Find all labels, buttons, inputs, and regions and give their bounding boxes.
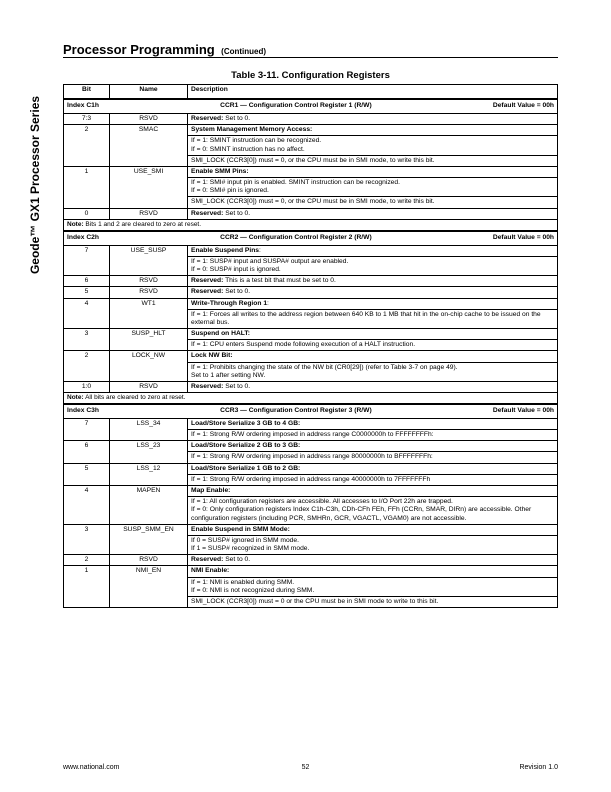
- description-block: [188, 496, 557, 523]
- note-label: Note:: [67, 220, 84, 228]
- bit-cell: 1: [64, 166, 110, 208]
- register-bit-row: [64, 381, 558, 392]
- description-cell: [188, 125, 558, 167]
- register-index: Index C1h: [67, 102, 99, 110]
- description-block: [191, 288, 554, 296]
- register-bit-row: [64, 287, 558, 298]
- register-index-row: [64, 99, 558, 114]
- note-text: Bits 1 and 2 are cleared to zero at reset.: [85, 220, 202, 228]
- description-cell: [188, 381, 558, 392]
- col-description-header: Description: [188, 85, 558, 100]
- description-block: [188, 535, 557, 553]
- register-bit-row: [64, 125, 558, 167]
- description-block: [191, 352, 554, 360]
- register-bit-row: [64, 555, 558, 566]
- description-heading: Reserved:: [191, 115, 224, 122]
- description-text: If = 1: SUSP# input and SUSPA# output are enabled. If = 0: SUSP# input is ignored.: [191, 257, 349, 273]
- description-block: [191, 383, 554, 391]
- name-cell: SMAC: [110, 125, 188, 167]
- footer-url: www.national.com: [63, 764, 120, 771]
- register-note-row: [64, 393, 558, 404]
- name-cell: SUSP_HLT: [110, 329, 188, 351]
- register-note-row: [64, 219, 558, 230]
- register-bit-row: [64, 566, 558, 608]
- bit-cell: 7:3: [64, 114, 110, 125]
- bit-cell: 2: [64, 125, 110, 167]
- register-index: Index C3h: [67, 407, 99, 415]
- description-text: Set to 0.: [223, 556, 251, 564]
- description-block: [191, 556, 554, 564]
- name-cell: RSVD: [110, 114, 188, 125]
- description-text: If = 1: Strong R/W ordering imposed in address range 80000000h to BFFFFFFFh:: [191, 453, 433, 461]
- description-heading: Enable Suspend Pins: [191, 246, 260, 254]
- register-bit-row: [64, 276, 558, 287]
- description-text: :: [259, 246, 261, 254]
- name-cell: USE_SUSP: [110, 245, 188, 276]
- register-default: Default Value = 00h: [492, 102, 554, 110]
- description-heading: Enable Suspend in SMM Mode:: [191, 525, 290, 533]
- description-heading: Reserved:: [191, 209, 224, 217]
- description-text: Set to 0.: [223, 382, 251, 390]
- description-block: [191, 168, 554, 176]
- description-text: If = 1: Prohibits changing the state of the NW bit (CR0[29]) (refer to Table 3-7 on page 49). Set to 1 after setting NW.: [191, 363, 458, 379]
- description-block: [188, 256, 557, 274]
- description-block: [191, 277, 554, 285]
- description-block: [191, 420, 554, 428]
- description-heading: Reserved:: [191, 382, 224, 390]
- description-block: [188, 577, 557, 595]
- name-cell: USE_SMI: [110, 166, 188, 208]
- description-text: If = 1: CPU enters Suspend mode following execution of a HALT instruction.: [191, 341, 416, 349]
- description-heading: Write-Through Region 1: [191, 299, 268, 307]
- description-block: [188, 429, 557, 439]
- description-block: [191, 330, 554, 338]
- description-cell: [188, 524, 558, 555]
- register-name: CCR2 — Configuration Control Register 2 (R/W): [220, 234, 372, 242]
- name-cell: RSVD: [110, 381, 188, 392]
- description-cell: [188, 418, 558, 440]
- description-cell: [188, 114, 558, 125]
- name-cell: LOCK_NW: [110, 351, 188, 382]
- description-block: [188, 177, 557, 195]
- description-block: [188, 339, 557, 349]
- description-text: If = 1: SMI# input pin is enabled. SMINT instruction can be recognized. If = 0: SMI# pin is ignored.: [191, 179, 400, 195]
- description-block: [191, 126, 554, 134]
- description-block: [188, 451, 557, 461]
- header-continued: (Continued): [221, 47, 267, 56]
- register-bit-row: [64, 418, 558, 440]
- register-bit-row: [64, 208, 558, 219]
- name-cell: SUSP_SMM_EN: [110, 524, 188, 555]
- register-bit-row: [64, 245, 558, 276]
- description-text: :: [267, 299, 269, 307]
- header-rule: [63, 57, 558, 58]
- description-block: [191, 300, 554, 308]
- bit-cell: 4: [64, 298, 110, 329]
- description-block: [188, 309, 557, 327]
- name-cell: MAPEN: [110, 486, 188, 525]
- description-text: SMI_LOCK (CCR3[0]) must = 0 or the CPU must be in SMI mode to write to this bit.: [191, 597, 439, 605]
- description-block: [191, 487, 554, 495]
- bit-cell: 6: [64, 276, 110, 287]
- name-cell: LSS_23: [110, 441, 188, 463]
- register-bit-row: [64, 329, 558, 351]
- bit-cell: 2: [64, 555, 110, 566]
- bit-cell: 1:0: [64, 381, 110, 392]
- config-register-table: [63, 84, 558, 608]
- header-title: Processor Programming: [63, 42, 215, 57]
- description-block: [188, 135, 557, 153]
- bit-cell: 6: [64, 441, 110, 463]
- description-heading: Load/Store Serialize 3 GB to 4 GB:: [191, 419, 301, 427]
- description-heading: Reserved:: [191, 556, 224, 564]
- description-heading: Map Enable:: [191, 487, 231, 494]
- description-block: [191, 247, 554, 255]
- description-cell: [188, 166, 558, 208]
- register-bit-row: [64, 114, 558, 125]
- description-block: [188, 362, 557, 380]
- register-index-row: [64, 404, 558, 419]
- page-number: 52: [301, 764, 310, 771]
- description-block: [188, 474, 557, 484]
- table-header-row: [64, 85, 558, 100]
- table-title: Table 3-11. Configuration Registers: [231, 70, 390, 81]
- description-cell: [188, 463, 558, 485]
- section-header: [63, 41, 558, 61]
- description-heading: Reserved:: [191, 288, 224, 296]
- description-heading: Enable SMM Pins:: [191, 167, 249, 175]
- description-text: This is a test bit that must be set to 0.: [223, 277, 336, 285]
- bit-cell: 5: [64, 287, 110, 298]
- description-text: If 0 = SUSP# ignored in SMM mode. If 1 = SUSP# recognized in SMM mode.: [191, 536, 310, 553]
- description-cell: [188, 486, 558, 525]
- description-block: [191, 526, 554, 534]
- description-text: SMI_LOCK (CCR3[0]) must = 0, or the CPU must be in SMI mode, to write this bit.: [191, 198, 435, 206]
- register-bit-row: [64, 463, 558, 485]
- footer-revision: Revision 1.0: [519, 764, 558, 771]
- bit-cell: 3: [64, 524, 110, 555]
- description-cell: [188, 555, 558, 566]
- name-cell: RSVD: [110, 276, 188, 287]
- description-heading: Load/Store Serialize 1 GB to 2 GB:: [191, 464, 301, 472]
- description-text: If = 1: Strong R/W ordering imposed in address range C0000000h to FFFFFFFFh:: [191, 431, 434, 439]
- description-cell: [188, 208, 558, 219]
- register-bit-row: [64, 298, 558, 329]
- description-cell: [188, 298, 558, 329]
- description-heading: Reserved:: [191, 277, 224, 285]
- description-text: If = 1: SMINT instruction can be recognized. If = 0: SMINT instruction has no affect.: [191, 137, 322, 153]
- description-text: Set to 0.: [223, 209, 251, 217]
- bit-cell: 7: [64, 245, 110, 276]
- name-cell: RSVD: [110, 287, 188, 298]
- bit-cell: 4: [64, 486, 110, 525]
- description-cell: [188, 566, 558, 608]
- name-cell: WT1: [110, 298, 188, 329]
- description-block: [191, 465, 554, 473]
- register-bit-row: [64, 166, 558, 208]
- register-default: Default Value = 00h: [492, 234, 554, 242]
- bit-cell: 2: [64, 351, 110, 382]
- description-block: [191, 442, 554, 450]
- bit-cell: 1: [64, 566, 110, 608]
- name-cell: LSS_34: [110, 418, 188, 440]
- description-heading: Suspend on HALT:: [191, 330, 250, 338]
- description-block: [191, 115, 554, 123]
- side-series-title: [15, 30, 55, 340]
- name-cell: RSVD: [110, 555, 188, 566]
- description-cell: [188, 351, 558, 382]
- col-name-header: Name: [110, 85, 188, 100]
- description-cell: [188, 441, 558, 463]
- description-cell: [188, 287, 558, 298]
- side-title-text: Geode™ GX1 Processor Series: [28, 95, 42, 275]
- description-text: If = 1: All configuration registers are accessible. All accesses to I/O Port 22h are trapped. If = 0: Only configuration registers Index C1h-C3h, CDh-CFh FEh, FFh (CCRn, SMAR, DIRn) are accessible. Other configuration registers (including PCR, SMHRn, GCR, VGACTL, VGAM0) are not accessible.: [191, 498, 532, 522]
- name-cell: RSVD: [110, 208, 188, 219]
- bit-cell: 5: [64, 463, 110, 485]
- register-bit-row: [64, 524, 558, 555]
- description-text: If = 1: Forces all writes to the address region between 640 KB to 1 MB that hit in the on-chip cache to be issued on the external bus.: [191, 310, 541, 326]
- description-heading: System Management Memory Access:: [191, 126, 313, 134]
- register-default: Default Value = 00h: [492, 407, 554, 415]
- description-text: If = 1: Strong R/W ordering imposed in address range 40000000h to 7FFFFFFFh: [191, 475, 431, 483]
- bit-cell: 7: [64, 418, 110, 440]
- name-cell: NMI_EN: [110, 566, 188, 608]
- note-label: Note:: [67, 394, 84, 402]
- description-block: [188, 596, 557, 606]
- description-text: Set to 0.: [223, 288, 251, 296]
- description-text: If = 1: NMI is enabled during SMM. If = 0: NMI is not recognized during SMM.: [191, 578, 315, 594]
- register-bit-row: [64, 486, 558, 525]
- register-name: CCR1 — Configuration Control Register 1 (R/W): [220, 102, 372, 110]
- bit-cell: 3: [64, 329, 110, 351]
- bit-cell: 0: [64, 208, 110, 219]
- description-heading: Load/Store Serialize 2 GB to 3 GB:: [191, 442, 301, 450]
- register-index-row: [64, 231, 558, 246]
- description-block: [188, 155, 557, 165]
- description-heading: Lock NW Bit:: [191, 352, 233, 360]
- register-bit-row: [64, 441, 558, 463]
- description-cell: [188, 329, 558, 351]
- description-text: SMI_LOCK (CCR3[0]) must = 0, or the CPU must be in SMI mode, to write this bit.: [191, 156, 435, 164]
- col-bit-header: Bit: [64, 85, 110, 100]
- register-name: CCR3 — Configuration Control Register 3 (R/W): [220, 407, 372, 415]
- name-cell: LSS_12: [110, 463, 188, 485]
- description-cell: [188, 276, 558, 287]
- description-heading: NMI Enable:: [191, 567, 230, 575]
- description-text: Set to 0.: [223, 115, 251, 122]
- description-block: [188, 196, 557, 206]
- description-cell: [188, 245, 558, 276]
- register-index: Index C2h: [67, 234, 99, 242]
- note-text: All bits are cleared to zero at reset.: [85, 394, 186, 402]
- description-block: [191, 567, 554, 575]
- description-block: [191, 210, 554, 218]
- register-bit-row: [64, 351, 558, 382]
